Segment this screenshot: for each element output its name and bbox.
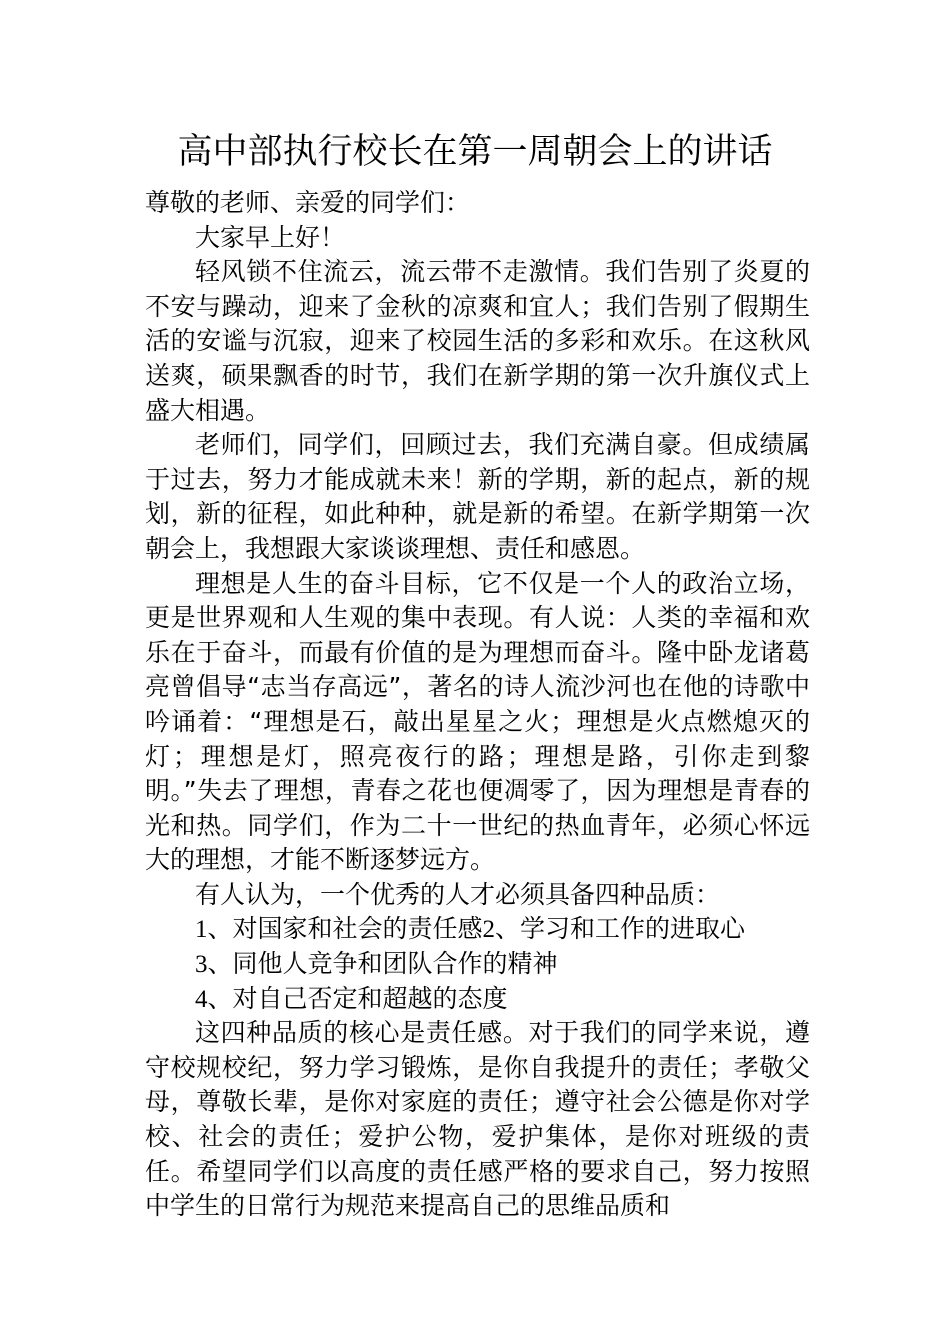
- paragraph: 这四种品质的核心是责任感。对于我们的同学来说，遵守校规校纪，努力学习锻炼，是你自我提升的责任；孝敬父母，尊敬长辈，是你对家庭的责任；遵守社会公德是你对学校、社会的责任；爱护公物，爱护集体，是你对班级的责任。希望同学们以高度的责任感严格的要求自己，努力按照中学生的日常行为规范来提高自己的思维品质和: [145, 1018, 810, 1221]
- list-item-number: 2: [482, 916, 496, 944]
- list-item-number: 4: [195, 985, 208, 1013]
- paragraph: 轻风锁不住流云，流云带不走激情。我们告别了炎夏的不安与躁动，迎来了金秋的凉爽和宜人；我们告别了假期生活的安谧与沉寂，迎来了校园生活的多彩和欢乐。在这秋风送爽，硕果飘香的时节，我们在新学期的第一次升旗仪式上盛大相遇。: [145, 257, 810, 425]
- document-body: [145, 186, 810, 1224]
- list-item-text: 、对自己否定和超越的态度: [207, 983, 508, 1013]
- salutation: 尊敬的老师、亲爱的同学们：: [145, 188, 471, 217]
- list-item-number: 1: [195, 916, 208, 944]
- list-item-text: 、学习和工作的进取心: [495, 914, 746, 944]
- list-item-text: 、对国家和社会的责任感: [207, 914, 483, 944]
- quality-items-row: [145, 912, 810, 947]
- paragraph: 理想是人生的奋斗目标，它不仅是一个人的政治立场，更是世界观和人生观的集中表现。有人说：人类的幸福和欢乐在于奋斗，而最有价值的是为理想而奋斗。隆中卧龙诸葛亮曾倡导“志当存高远”，著名的诗人流沙河也在他的诗歌中吟诵着：“理想是石，敲出星星之火；理想是火点燃熄灭的灯；理想是灯，照亮夜行的路；理想是路，引你走到黎明。”失去了理想，青春之花也便凋零了，因为理想是青春的光和热。同学们，作为二十一世纪的热血青年，必须心怀远大的理想，才能不断逐梦远方。: [145, 568, 810, 875]
- qualities-intro: 有人认为，一个优秀的人才必须具备四种品质：: [195, 879, 721, 909]
- list-item-text: 、同他人竞争和团队合作的精神: [207, 949, 558, 979]
- quality-item: [145, 947, 810, 982]
- paragraph: 老师们，同学们，回顾过去，我们充满自豪。但成绩属于过去，努力才能成就未来！新的学期，新的起点，新的规划，新的征程，如此种种，就是新的希望。在新学期第一次朝会上，我想跟大家谈谈理想、责任和感恩。: [145, 430, 810, 563]
- greeting: 大家早上好！: [195, 222, 346, 252]
- list-item-number: 3: [195, 951, 208, 979]
- document-title: 高中部执行校长在第一周朝会上的讲话: [177, 132, 773, 172]
- quality-item: [145, 982, 810, 1017]
